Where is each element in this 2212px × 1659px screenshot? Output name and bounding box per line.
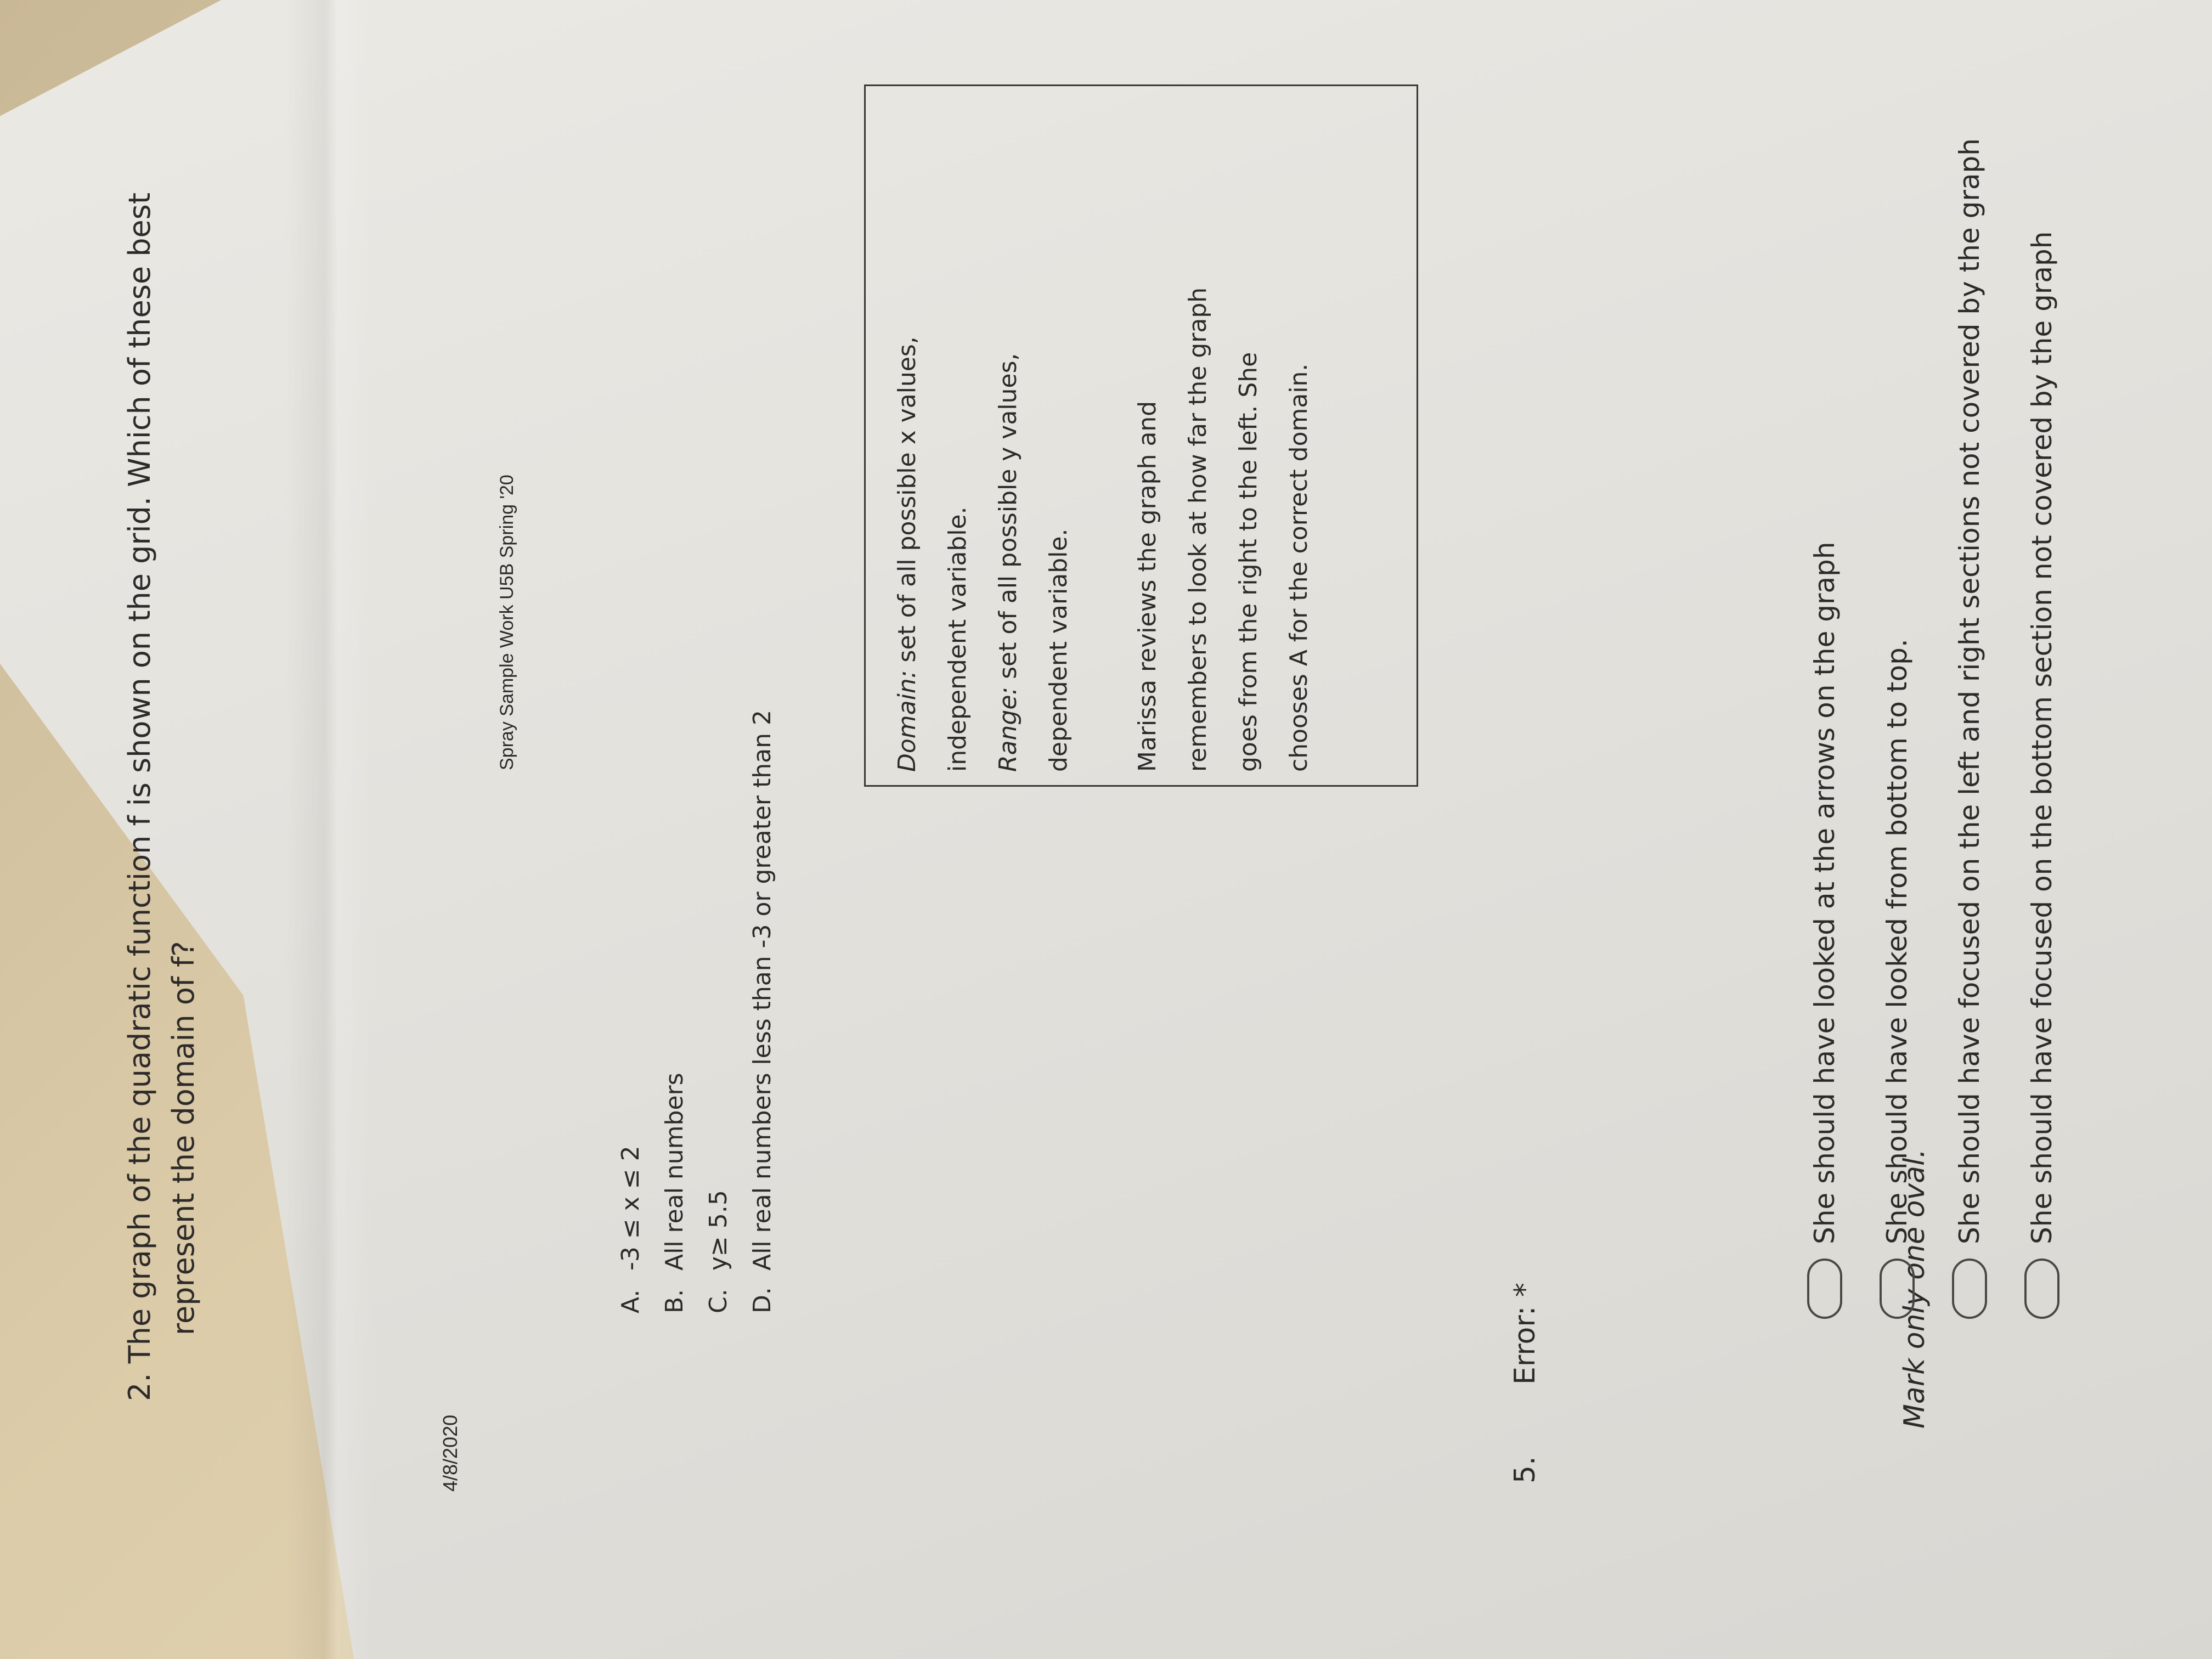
worksheet-header: Spray Sample Work U5B Spring '20 <box>496 475 517 770</box>
option-label: She should have focused on the left and right sections not covered by the graph <box>1954 138 1985 1244</box>
question-5-title: Error: * <box>1509 1283 1542 1385</box>
question-5-instruction: Mark only one oval. <box>1898 1149 1931 1429</box>
radio-oval[interactable] <box>1952 1259 1987 1319</box>
answer-choices <box>609 710 785 1313</box>
story-line-2: remembers to look at how far the graph <box>1184 287 1212 772</box>
range-line-2: dependent variable. <box>1045 528 1073 772</box>
choice-d <box>741 710 785 1313</box>
choice-letter: D. <box>748 1287 776 1313</box>
story-line-3: goes from the right to the left. She <box>1234 352 1262 772</box>
story-line-1: Marissa reviews the graph and <box>1133 400 1161 772</box>
choice-text: y≥ 5.5 <box>704 1190 732 1271</box>
domain-term: Domain: <box>893 670 921 772</box>
domain-definition <box>882 99 933 772</box>
choice-b <box>653 710 697 1313</box>
range-definition <box>983 99 1034 772</box>
question-2-prompt <box>118 95 206 1401</box>
choice-text: All real numbers <box>661 1073 689 1271</box>
option-arrows[interactable] <box>1788 138 1861 1319</box>
radio-oval[interactable] <box>1880 1259 1915 1319</box>
worksheet-date: 4/8/2020 <box>439 1414 461 1492</box>
range-line-1: set of all possible y values, <box>994 353 1022 687</box>
choice-text: -3 ≤ x ≤ 2 <box>617 1146 645 1271</box>
question-5-number: 5. <box>1509 1456 1542 1483</box>
option-bottom-to-top[interactable] <box>1861 138 1933 1319</box>
radio-oval[interactable] <box>1807 1259 1842 1319</box>
option-left-right[interactable] <box>1933 138 2006 1319</box>
option-label: She should have looked from bottom to top. <box>1881 639 1913 1244</box>
choice-a <box>609 710 653 1313</box>
option-label: She should have looked at the arrows on the graph <box>1809 541 1841 1244</box>
range-term: Range: <box>994 686 1022 772</box>
choice-letter: A. <box>617 1289 645 1313</box>
choice-text: All real numbers less than -3 or greater than 2 <box>748 710 776 1271</box>
story-line-4: chooses A for the correct domain. <box>1285 363 1313 772</box>
question-5-options <box>1788 138 2078 1319</box>
question-2-line-2: represent the domain of f? <box>166 941 201 1335</box>
option-label: She should have focused on the bottom section not covered by the graph <box>2026 231 2058 1244</box>
option-bottom-section[interactable] <box>2006 138 2078 1319</box>
choice-c <box>697 710 741 1313</box>
domain-line-1: set of all possible x values, <box>893 336 921 670</box>
choice-letter: C. <box>704 1289 732 1313</box>
radio-oval[interactable] <box>2024 1259 2059 1319</box>
domain-line-2: independent variable. <box>944 506 972 772</box>
explanation-box <box>864 84 1418 787</box>
question-2-line-1: 2. The graph of the quadratic function f is shown on the grid. Which of these best <box>122 192 157 1401</box>
choice-letter: B. <box>661 1289 689 1313</box>
